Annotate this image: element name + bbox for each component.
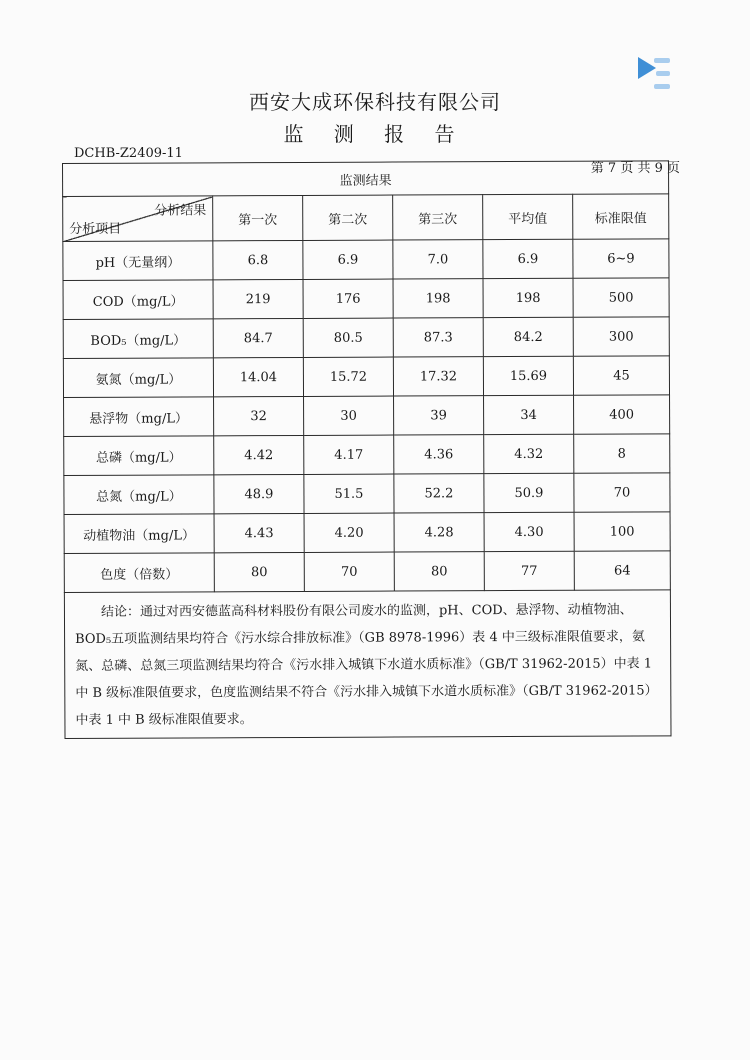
conclusion-row <box>64 590 671 739</box>
table-row <box>64 395 670 437</box>
table-cell: 4.28 <box>394 513 484 552</box>
table-cell: 87.3 <box>393 318 483 357</box>
row-item-label: 总氮（mg/L） <box>64 475 214 515</box>
table-cell: 80 <box>394 552 484 591</box>
page-info: 第 7 页 共 9 页 <box>590 161 680 176</box>
table-row <box>64 473 670 515</box>
table-row <box>63 356 669 398</box>
table-cell: 6.9 <box>483 239 573 278</box>
table-cell: 84.7 <box>213 318 303 357</box>
table-cell: 6.9 <box>303 240 393 279</box>
table-cell: 4.42 <box>214 435 304 474</box>
table-title: 监测结果 <box>63 161 669 197</box>
table-cell: 7.0 <box>393 240 483 279</box>
table-cell: 32 <box>214 396 304 435</box>
table-cell: 39 <box>394 396 484 435</box>
table-cell: 400 <box>574 395 670 434</box>
table-cell: 77 <box>484 551 574 590</box>
table-cell: 4.32 <box>484 434 574 473</box>
table-cell: 80.5 <box>303 318 393 357</box>
corner-header-cell <box>63 196 213 242</box>
row-item-label: 色度（倍数） <box>64 553 214 593</box>
table-cell: 6~9 <box>573 239 669 278</box>
table-cell: 4.43 <box>214 513 304 552</box>
table-cell: 198 <box>483 278 573 317</box>
row-item-label: 悬浮物（mg/L） <box>64 397 214 437</box>
table-cell: 15.72 <box>303 357 393 396</box>
report-title: 监 测 报 告 <box>283 122 467 146</box>
table-cell: 50.9 <box>484 473 574 512</box>
table-row <box>64 512 670 554</box>
corner-top-label: 分析结果 <box>154 203 207 219</box>
table-row <box>64 551 670 593</box>
company-name: 西安大成环保科技有限公司 <box>249 90 501 114</box>
table-cell: 17.32 <box>393 357 483 396</box>
row-item-label: COD（mg/L） <box>63 280 213 320</box>
table-cell: 48.9 <box>214 474 304 513</box>
column-header: 平均值 <box>483 194 573 239</box>
table-row <box>63 239 669 281</box>
table-cell: 300 <box>573 317 669 356</box>
results-table <box>62 160 672 739</box>
table-cell: 70 <box>574 473 670 512</box>
table-cell: 52.2 <box>394 474 484 513</box>
row-item-label: 动植物油（mg/L） <box>64 514 214 554</box>
document-number: DCHB-Z2409-11 <box>74 146 183 161</box>
corner-bottom-label: 分析项目 <box>69 221 122 237</box>
table-cell: 15.69 <box>483 356 573 395</box>
row-item-label: pH（无量纲） <box>63 241 213 281</box>
column-header: 第一次 <box>213 195 303 240</box>
table-cell: 4.30 <box>484 512 574 551</box>
table-cell: 4.17 <box>304 435 394 474</box>
row-item-label: 氨氮（mg/L） <box>63 358 213 398</box>
table-row <box>63 317 669 359</box>
table-cell: 14.04 <box>213 357 303 396</box>
table-cell: 219 <box>213 279 303 318</box>
table-cell: 198 <box>393 279 483 318</box>
table-cell: 51.5 <box>304 474 394 513</box>
table-cell: 34 <box>484 395 574 434</box>
table-cell: 8 <box>574 434 670 473</box>
column-header: 第三次 <box>393 195 483 240</box>
table-row <box>63 278 669 320</box>
row-item-label: 总磷（mg/L） <box>64 436 214 476</box>
results-sheet <box>62 160 671 739</box>
table-cell: 30 <box>304 396 394 435</box>
column-header: 第二次 <box>303 195 393 240</box>
row-item-label: BOD₅（mg/L） <box>63 319 213 359</box>
conclusion-text: 结论：通过对西安德蓝高科材料股份有限公司废水的监测，pH、COD、悬浮物、动植物油、BOD₅五项监测结果均符合《污水综合排放标准》（GB 8978-1996）表 4 中三级标准限值要求，氨氮、总磷、总氮三项监测结果均符合《污水排入城镇下水道水质标准》（GB/T 31962-2015）中表 1 中 B 级标准限值要求，色度监测结果不符合《污水排入城镇下水道水质标准》（GB/T 31962-2015）中表 1 中 B 级标准限值要求。 <box>64 590 671 739</box>
table-cell: 80 <box>214 552 304 591</box>
table-cell: 70 <box>304 552 394 591</box>
table-title-row <box>63 161 669 197</box>
table-cell: 6.8 <box>213 240 303 279</box>
table-header-row <box>63 194 669 242</box>
table-cell: 45 <box>573 356 669 395</box>
table-row <box>64 434 670 476</box>
table-cell: 100 <box>574 512 670 551</box>
table-cell: 84.2 <box>483 317 573 356</box>
table-cell: 4.20 <box>304 513 394 552</box>
column-header: 标准限值 <box>573 194 669 239</box>
table-cell: 4.36 <box>394 435 484 474</box>
table-cell: 64 <box>574 551 670 590</box>
table-cell: 176 <box>303 279 393 318</box>
table-cell: 500 <box>573 278 669 317</box>
